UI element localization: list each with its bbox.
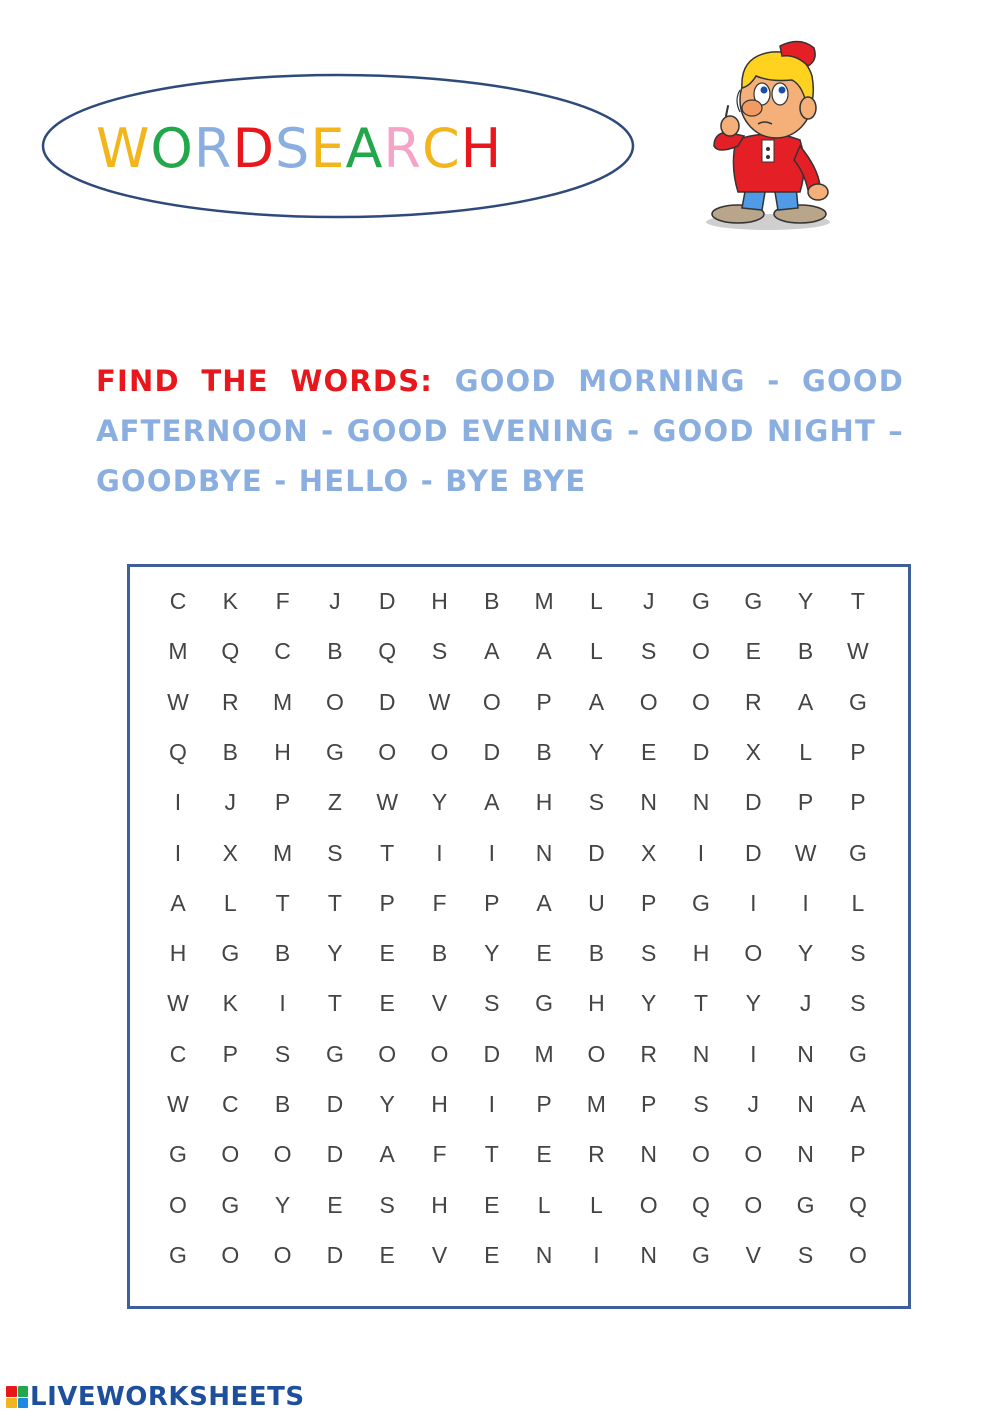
grid-letter[interactable]: D	[483, 738, 501, 765]
grid-letter[interactable]: O	[692, 1141, 710, 1168]
footer-brand: LIVEWORKSHEETS	[30, 1382, 305, 1412]
grid-letter[interactable]: P	[536, 688, 552, 715]
grid-letter[interactable]: G	[796, 1191, 815, 1218]
grid-letter[interactable]: E	[327, 1191, 343, 1218]
grid-letter[interactable]: D	[326, 1091, 344, 1117]
grid-letter[interactable]: I	[593, 1241, 600, 1268]
grid-letter[interactable]: U	[588, 889, 605, 916]
grid-letter[interactable]: E	[379, 1241, 395, 1268]
grid-letter[interactable]: Q	[692, 1191, 710, 1218]
grid-letter[interactable]: S	[379, 1191, 395, 1218]
logo-square	[6, 1386, 17, 1397]
grid-letter[interactable]: L	[851, 889, 865, 916]
grid-letter[interactable]: P	[484, 889, 500, 916]
grid-letter[interactable]: O	[639, 1191, 658, 1218]
grid-letter[interactable]: A	[850, 1091, 866, 1117]
grid-letter[interactable]: V	[431, 990, 448, 1017]
grid-letter[interactable]: O	[848, 1241, 867, 1268]
title-letter: E	[310, 117, 346, 180]
grid-letter[interactable]: I	[802, 889, 809, 916]
grid-letter[interactable]: P	[222, 1040, 238, 1067]
grid-letter[interactable]: M	[273, 688, 293, 715]
grid-letter[interactable]: E	[379, 940, 395, 967]
grid-letter[interactable]: R	[640, 1040, 657, 1067]
grid-letter[interactable]: G	[692, 588, 710, 614]
grid-letter[interactable]: E	[536, 940, 552, 967]
grid-letter[interactable]: X	[641, 839, 657, 866]
grid-letter[interactable]: O	[378, 738, 397, 765]
grid-letter[interactable]: G	[848, 839, 867, 866]
grid-letter[interactable]: Y	[588, 738, 605, 765]
grid-letter[interactable]: S	[484, 990, 500, 1017]
grid-letter[interactable]: O	[482, 688, 501, 715]
grid-letter[interactable]: M	[534, 588, 554, 614]
title-letter: D	[232, 117, 276, 180]
grid-letter[interactable]: I	[750, 1040, 757, 1067]
grid-letter[interactable]: H	[692, 940, 710, 967]
grid-letter[interactable]: O	[692, 688, 710, 715]
grid-letter[interactable]: G	[692, 1241, 710, 1268]
grid-letter[interactable]: Q	[221, 638, 240, 665]
grid-letter[interactable]: L	[589, 1191, 603, 1218]
footer-logo	[6, 1380, 305, 1414]
grid-letter[interactable]: E	[536, 1141, 552, 1168]
grid-letter[interactable]: D	[588, 839, 605, 866]
grid-letter[interactable]: I	[750, 889, 757, 916]
grid-letter[interactable]: G	[744, 588, 763, 614]
grid-letter[interactable]: O	[587, 1040, 606, 1067]
grid-letter[interactable]: G	[325, 1040, 344, 1067]
grid-letter[interactable]: W	[167, 688, 189, 715]
grid-letter[interactable]: G	[325, 738, 344, 765]
grid-letter[interactable]: W	[794, 839, 817, 866]
grid-letter[interactable]: D	[744, 789, 762, 816]
grid-letter[interactable]: D	[483, 1040, 501, 1067]
grid-letter[interactable]: X	[222, 839, 238, 866]
grid-letter[interactable]: I	[174, 789, 182, 816]
grid-letter[interactable]: Y	[274, 1191, 291, 1218]
grid-letter[interactable]: Y	[379, 1091, 395, 1117]
grid-letter[interactable]: O	[273, 1241, 292, 1268]
grid-letter[interactable]: P	[850, 789, 866, 816]
grid-letter[interactable]: N	[535, 839, 553, 866]
grid-letter[interactable]: S	[274, 1040, 291, 1067]
title-letter: A	[345, 117, 384, 180]
grid-letter[interactable]: L	[223, 889, 237, 916]
grid-letter[interactable]: N	[640, 789, 657, 816]
grid-letter[interactable]: C	[169, 588, 187, 614]
grid-letter[interactable]: B	[327, 638, 343, 665]
logo-square	[6, 1398, 17, 1409]
grid-letter[interactable]: T	[484, 1141, 499, 1168]
grid-letter[interactable]: H	[431, 1191, 448, 1218]
grid-letter[interactable]: P	[641, 1091, 657, 1117]
grid-letter[interactable]: J	[642, 588, 655, 614]
grid-letter[interactable]: E	[641, 738, 657, 765]
grid-letter[interactable]: O	[221, 1141, 240, 1168]
grid-letter[interactable]: I	[488, 1091, 495, 1117]
grid-letter[interactable]: A	[170, 889, 186, 916]
grid-letter[interactable]: J	[224, 789, 237, 816]
grid-letter[interactable]: S	[850, 990, 866, 1017]
grid-letter[interactable]: A	[484, 789, 500, 816]
grid-letter[interactable]: O	[221, 1241, 240, 1268]
grid-letter[interactable]: J	[329, 588, 341, 614]
grid-letter[interactable]: I	[436, 839, 443, 866]
grid-letter[interactable]: G	[169, 1241, 187, 1268]
grid-letter[interactable]: S	[431, 638, 448, 665]
grid-letter[interactable]: O	[744, 1191, 763, 1218]
word-list: GOOD MORNING - GOOD AFTERNOON - GOOD EVENING - GOOD NIGHT – GOODBYE - HELLO - BYE BYE	[96, 364, 905, 498]
grid-letter[interactable]: T	[380, 839, 395, 866]
grid-letter[interactable]: Y	[641, 990, 657, 1017]
grid-letter[interactable]: Y	[431, 789, 448, 816]
grid-letter[interactable]: D	[326, 1141, 344, 1168]
liveworksheets-logo-icon	[6, 1386, 28, 1408]
grid-letter[interactable]: V	[431, 1241, 448, 1268]
grid-letter[interactable]: L	[537, 1191, 551, 1218]
grid-letter[interactable]: F	[275, 588, 290, 614]
grid-letter[interactable]: I	[174, 839, 182, 866]
grid-letter[interactable]: O	[169, 1191, 187, 1218]
grid-letter[interactable]: A	[797, 688, 814, 715]
grid-letter[interactable]: O	[325, 688, 344, 715]
grid-letter[interactable]: A	[536, 638, 552, 665]
grid-letter[interactable]: X	[745, 738, 761, 765]
grid-letter[interactable]: W	[376, 789, 399, 816]
grid-letter[interactable]: N	[640, 1141, 657, 1168]
grid-letter[interactable]: D	[692, 738, 710, 765]
grid-letter[interactable]: G	[848, 688, 867, 715]
title-letter: W	[96, 117, 151, 180]
grid-letter[interactable]: Y	[484, 940, 500, 967]
grid-letter[interactable]: N	[692, 789, 710, 816]
grid-letter[interactable]: O	[430, 738, 449, 765]
grid-letter[interactable]: G	[692, 889, 710, 916]
grid-letter[interactable]: H	[431, 1091, 448, 1117]
grid-letter[interactable]: H	[535, 789, 553, 816]
grid-letter[interactable]: Q	[378, 638, 397, 665]
grid-letter[interactable]: N	[692, 1040, 710, 1067]
thinking-boy-illustration	[700, 36, 840, 232]
grid-letter[interactable]: S	[588, 789, 605, 816]
grid-letter[interactable]: C	[169, 1040, 187, 1067]
grid-letter[interactable]: J	[799, 990, 812, 1017]
grid-letter[interactable]: P	[274, 789, 291, 816]
grid-letter[interactable]: G	[848, 1040, 867, 1067]
grid-letter[interactable]: W	[167, 990, 189, 1017]
grid-letter[interactable]: E	[484, 1241, 500, 1268]
grid-letter[interactable]: W	[847, 638, 869, 665]
title-letter: C	[421, 117, 461, 180]
grid-letter[interactable]: A	[588, 688, 605, 715]
instructions-lead: FIND THE WORDS:	[96, 364, 434, 398]
worksheet-title	[96, 117, 503, 180]
grid-letter[interactable]: O	[273, 1141, 292, 1168]
grid-letter[interactable]: M	[534, 1040, 554, 1067]
grid-letter[interactable]: M	[586, 1091, 606, 1117]
grid-letter[interactable]: Q	[848, 1191, 867, 1218]
grid-letter[interactable]: T	[327, 990, 342, 1017]
title-letter: H	[460, 117, 503, 180]
grid-letter[interactable]: P	[797, 789, 814, 816]
grid-letter[interactable]: M	[168, 638, 188, 665]
grid-letter[interactable]: S	[641, 638, 657, 665]
grid-letter[interactable]: R	[744, 688, 762, 715]
grid-letter[interactable]: B	[536, 738, 552, 765]
grid-letter[interactable]: N	[797, 1040, 814, 1067]
grid-letter[interactable]: S	[327, 839, 343, 866]
grid-letter[interactable]: A	[484, 638, 500, 665]
grid-letter[interactable]: H	[169, 940, 187, 967]
grid-letter[interactable]: I	[279, 990, 286, 1017]
title-letter: R	[193, 117, 233, 180]
grid-letter[interactable]: P	[850, 1141, 866, 1168]
grid-letter[interactable]: Y	[797, 940, 814, 967]
grid-letter[interactable]: N	[797, 1091, 814, 1117]
grid-letter[interactable]: A	[379, 1141, 395, 1168]
grid-letter[interactable]: G	[535, 990, 554, 1017]
grid-letter[interactable]: A	[536, 889, 552, 916]
grid-letter[interactable]: O	[639, 688, 658, 715]
grid-letter[interactable]: F	[432, 1141, 447, 1168]
grid-letter[interactable]: P	[641, 889, 657, 916]
grid-letter[interactable]: O	[744, 940, 763, 967]
grid-letter[interactable]: G	[169, 1141, 187, 1168]
grid-letter[interactable]: R	[221, 688, 239, 715]
grid-letter[interactable]: Z	[327, 789, 342, 816]
grid-letter[interactable]: C	[274, 638, 291, 665]
grid-letter[interactable]: G	[221, 940, 240, 967]
grid-letter[interactable]: W	[167, 1091, 189, 1117]
grid-letter[interactable]: H	[274, 738, 291, 765]
grid-letter[interactable]: F	[432, 889, 447, 916]
grid-letter[interactable]: G	[221, 1191, 240, 1218]
grid-letter[interactable]: I	[488, 839, 495, 866]
grid-letter[interactable]: W	[428, 688, 451, 715]
grid-letter[interactable]: T	[275, 889, 290, 916]
grid-letter[interactable]: Y	[327, 940, 343, 967]
grid-letter[interactable]: B	[222, 738, 238, 765]
grid-letter[interactable]: J	[747, 1091, 760, 1117]
grid-letter[interactable]: I	[697, 839, 705, 866]
grid-letter[interactable]: L	[799, 738, 812, 765]
grid-letter[interactable]: D	[378, 688, 396, 715]
grid-letter[interactable]: B	[431, 940, 448, 967]
grid-letter[interactable]: O	[378, 1040, 397, 1067]
grid-letter[interactable]: N	[797, 1141, 814, 1168]
grid-letter[interactable]: B	[274, 1091, 291, 1117]
grid-letter[interactable]: N	[535, 1241, 553, 1268]
grid-letter[interactable]: C	[221, 1091, 239, 1117]
title-letter: O	[150, 117, 194, 180]
title-letter: R	[383, 117, 422, 180]
grid-letter[interactable]: H	[588, 990, 605, 1017]
logo-square	[18, 1386, 29, 1397]
grid-letter[interactable]: E	[379, 990, 395, 1017]
grid-letter[interactable]: P	[379, 889, 395, 916]
grid-letter[interactable]: P	[850, 738, 866, 765]
grid-letter[interactable]: S	[693, 1091, 709, 1117]
grid-letter[interactable]: N	[640, 1241, 657, 1268]
grid-letter[interactable]: D	[326, 1241, 344, 1268]
grid-letter[interactable]: B	[588, 940, 605, 967]
grid-letter[interactable]: K	[222, 588, 238, 614]
instructions	[96, 356, 904, 506]
grid-letter[interactable]: B	[274, 940, 291, 967]
grid-letter[interactable]: P	[536, 1091, 552, 1117]
grid-letter[interactable]: R	[588, 1141, 605, 1168]
grid-letter[interactable]: S	[641, 940, 657, 967]
grid-letter[interactable]: E	[484, 1191, 500, 1218]
logo-square	[18, 1398, 29, 1409]
grid-letter[interactable]: K	[222, 990, 238, 1017]
grid-letter[interactable]: T	[850, 588, 865, 614]
grid-letter[interactable]: O	[692, 638, 710, 665]
grid-letter[interactable]: Y	[797, 588, 814, 614]
grid-letter[interactable]: B	[797, 638, 814, 665]
grid-letter[interactable]: D	[744, 839, 762, 866]
grid-letter[interactable]: Q	[169, 738, 187, 765]
title-letter: S	[275, 117, 311, 180]
grid-letter[interactable]: T	[327, 889, 342, 916]
grid-letter[interactable]: Y	[745, 990, 761, 1017]
grid-letter[interactable]: L	[589, 638, 603, 665]
grid-letter[interactable]: V	[745, 1241, 761, 1268]
grid-letter[interactable]: L	[589, 588, 603, 614]
grid-letter[interactable]: M	[273, 839, 293, 866]
grid-letter[interactable]: E	[745, 638, 761, 665]
grid-letter[interactable]: S	[850, 940, 866, 967]
grid-letter[interactable]: D	[378, 588, 396, 614]
grid-letter[interactable]: T	[693, 990, 709, 1017]
grid-letter[interactable]: O	[430, 1040, 449, 1067]
grid-letter[interactable]: S	[797, 1241, 814, 1268]
grid-letter[interactable]: O	[744, 1141, 763, 1168]
grid-letter[interactable]: B	[484, 588, 500, 614]
grid-letter[interactable]: H	[431, 588, 448, 614]
